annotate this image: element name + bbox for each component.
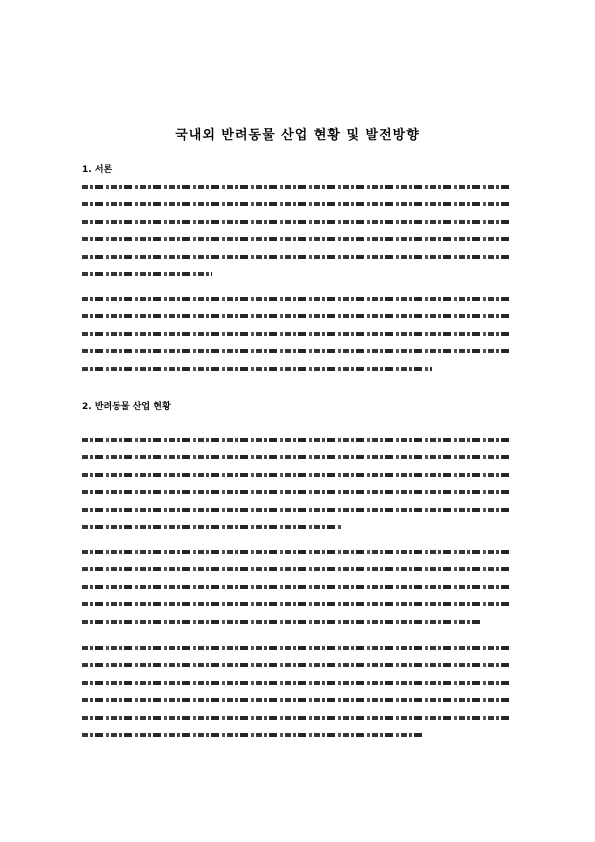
section-heading-2: 2. 반려동물 산업 현황 [82, 402, 171, 412]
paragraph-2-1 [82, 438, 512, 542]
paragraph-2-2 [82, 550, 512, 637]
section-heading-1: 1. 서론 [82, 165, 113, 175]
paragraph-1-1 [82, 185, 512, 289]
paragraph-2-3 [82, 646, 512, 750]
document-title: 국내외 반려동물 산업 현황 및 발전방향 [175, 128, 420, 143]
paragraph-1-2 [82, 297, 512, 384]
